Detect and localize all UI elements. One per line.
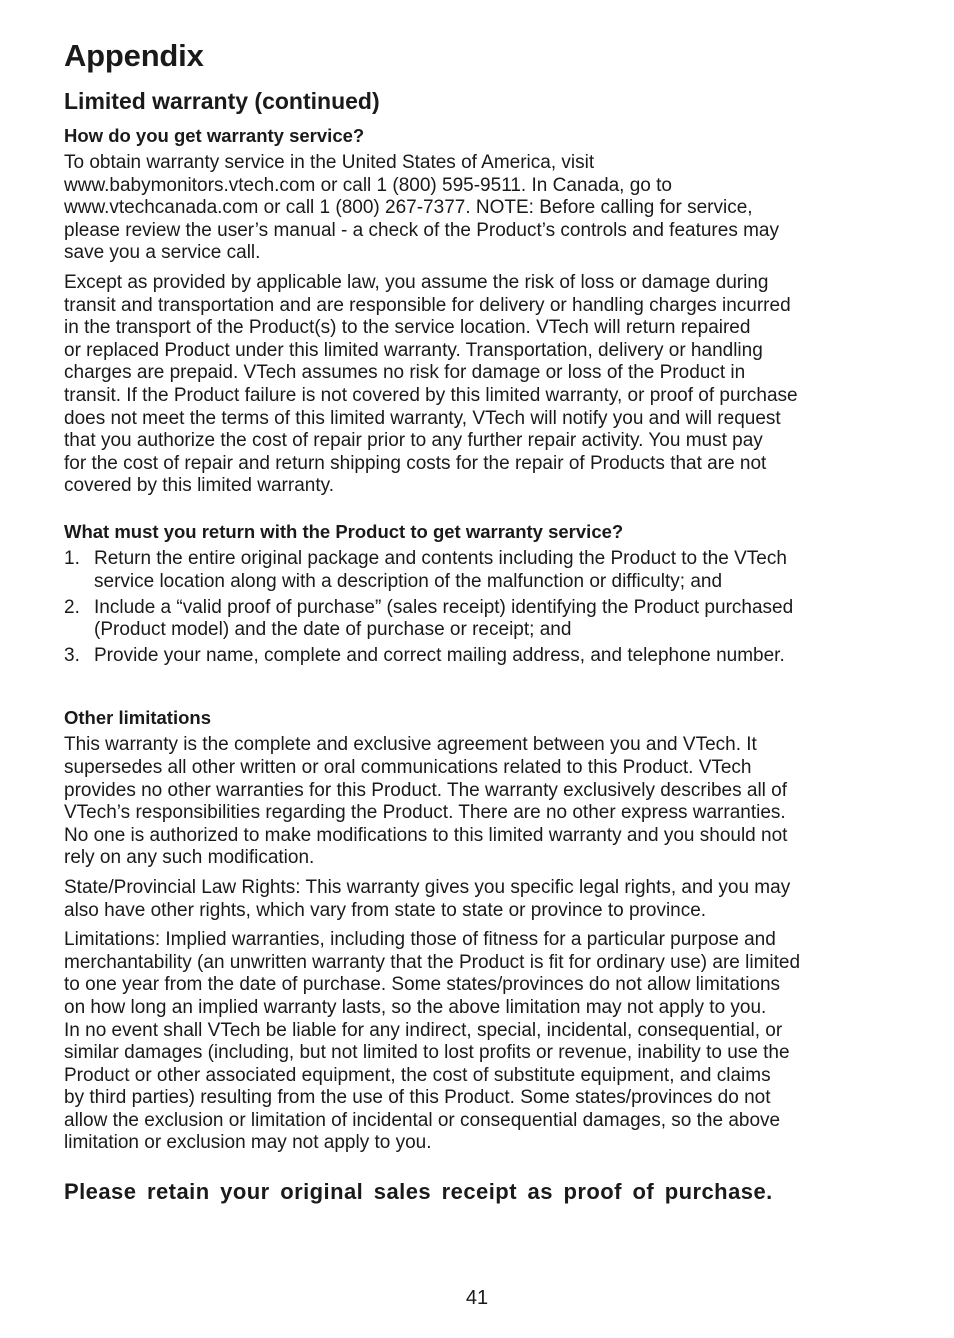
other-limitations-heading: Other limitations bbox=[64, 707, 211, 729]
return-items-list bbox=[64, 548, 890, 668]
other-limitations-paragraph-1: This warranty is the complete and exclusive agreement between you and VTech. It supersedes all other written or oral communications related to this Product. VTech provides no other warranties for this Product. The warranty exclusively describes all of VTech’s responsibilities regarding the Product. There are no other express warranties. No one is authorized to make modifications to this limited warranty and you should not rely on any such modification. bbox=[64, 734, 788, 869]
page-number: 41 bbox=[465, 1287, 489, 1309]
list-item bbox=[64, 645, 890, 668]
list-item bbox=[64, 548, 890, 593]
section-title: Limited warranty (continued) bbox=[64, 88, 380, 114]
list-item-text: Return the entire original package and contents including the Product to the VTech service location along with a description of the malfunction or difficulty; and bbox=[94, 547, 787, 592]
other-limitations-paragraph-3: Limitations: Implied warranties, including those of fitness for a particular purpose and merchantability (an unwritten warranty that the Product is fit for ordinary use) are limited to one year from the date of purchase. Some states/provinces do not allow limitations on how long an implied warranty lasts, so the above limitation may not apply to you. In no event shall VTech be liable for any indirect, special, incidental, consequential, or similar damages (including, but not limited to lost profits or revenue, inability to use the Product or other associated equipment, the cost of substitute equipment, and claims by third parties) resulting from the use of this Product. Some states/provinces do not allow the exclusion or limitation of incidental or consequential damages, so the above limitation or exclusion may not apply to you. bbox=[64, 929, 801, 1154]
warranty-service-paragraph-2: Except as provided by applicable law, you assume the risk of loss or damage during transit and transportation and are responsible for delivery or handling charges incurred in the transport of the Product(s) to the service location. VTech will return repaired or replaced Product under this limited warranty. Transportation, delivery or handling charges are prepaid. VTech assumes no risk for damage or loss of the Product in transit. If the Product failure is not covered by this limited warranty, or proof of purchase does not meet the terms of this limited warranty, VTech will notify you and will request that you authorize the cost of repair prior to any further repair activity. You must pay for the cost of repair and return shipping costs for the repair of Products that are not covered by this limited warranty. bbox=[64, 271, 798, 497]
warranty-service-heading: How do you get warranty service? bbox=[64, 125, 365, 146]
page-title: Appendix bbox=[64, 38, 204, 73]
list-item-text: Include a “valid proof of purchase” (sales receipt) identifying the Product purchased (Product model) and the date of purchase or receipt; and bbox=[94, 596, 794, 641]
closing-note: Please retain your original sales receipt as proof of purchase. bbox=[64, 1179, 773, 1204]
content-body bbox=[64, 124, 890, 1155]
return-items-heading: What must you return with the Product to get warranty service? bbox=[64, 520, 624, 542]
warranty-service-paragraph-1: To obtain warranty service in the United States of America, visit www.babymonitors.vtech.com or call 1 (800) 595-9511. In Canada, go to www.vtechcanada.com or call 1 (800) 267-7377. NOTE: Before calling for service, please review the user’s manual - a check of the Product’s controls and features may save you a service call. bbox=[64, 152, 779, 264]
list-item-number: 2. bbox=[64, 596, 80, 618]
list-item bbox=[64, 597, 890, 642]
other-limitations-paragraph-2: State/Provincial Law Rights: This warranty gives you specific legal rights, and you may also have other rights, which vary from state to state or province to province. bbox=[64, 876, 791, 921]
list-item-text: Provide your name, complete and correct mailing address, and telephone number. bbox=[94, 645, 785, 667]
list-item-number: 1. bbox=[64, 547, 80, 569]
list-item-number: 3. bbox=[64, 645, 80, 667]
